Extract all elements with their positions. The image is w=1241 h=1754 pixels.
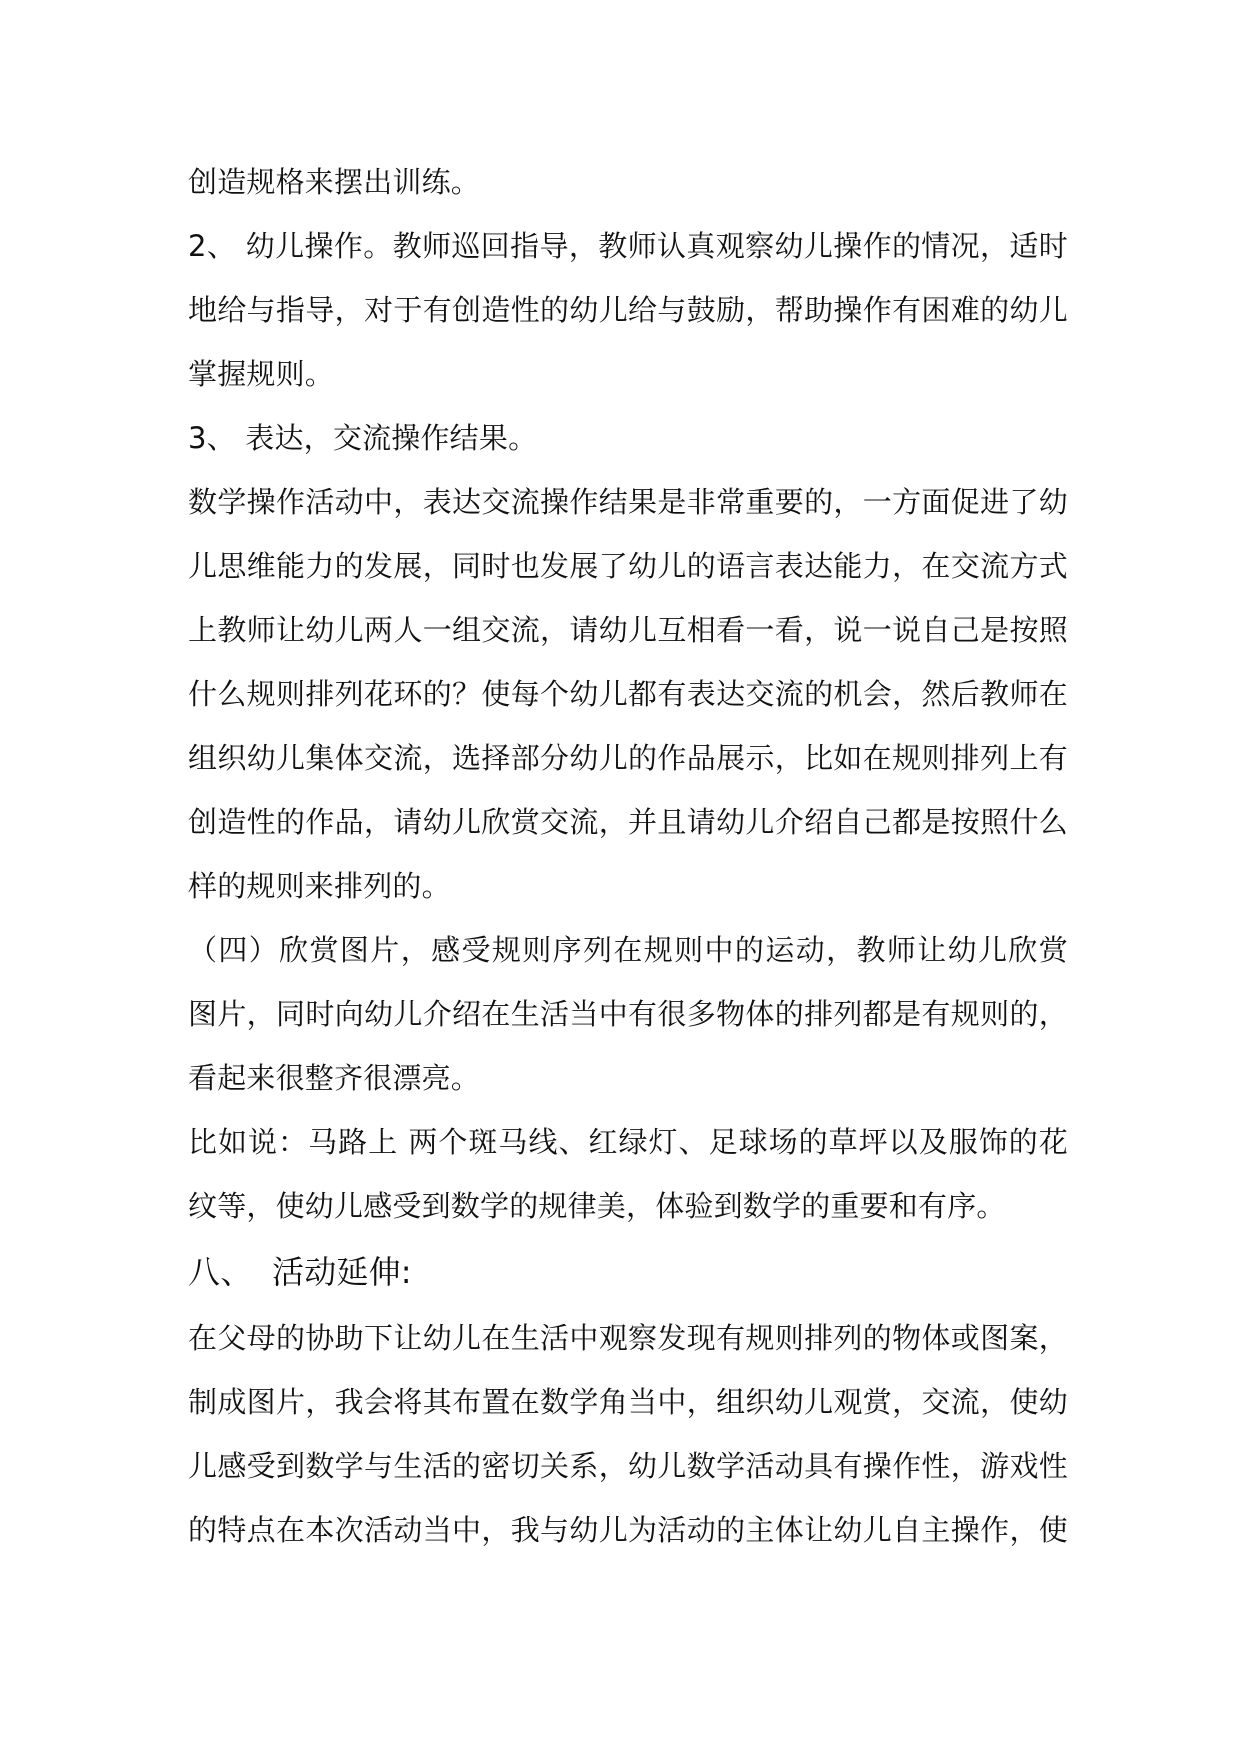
text-line: 组织幼儿集体交流，选择部分幼儿的作品展示，比如在规则排列上有 — [188, 741, 1068, 775]
text-line: 什么规则排列花环的？使每个幼儿都有表达交流的机会，然后教师在 — [188, 677, 1068, 711]
text-line: 比如说：马路上 两个斑马线、红绿灯、足球场的草坪以及服饰的花 — [188, 1125, 1068, 1159]
section-number: 八、 — [188, 1253, 253, 1291]
text-line: 2、 幼儿操作。教师巡回指导，教师认真观察幼儿操作的情况，适时 — [188, 229, 1068, 263]
text-line: 数学操作活动中，表达交流操作结果是非常重要的，一方面促进了幼 — [188, 485, 1068, 519]
text-line: 纹等，使幼儿感受到数学的规律美，体验到数学的重要和有序。 — [188, 1189, 1006, 1223]
text-line: 制成图片，我会将其布置在数学角当中，组织幼儿观赏，交流，使幼 — [188, 1385, 1068, 1419]
text-line: 掌握规则。 — [188, 357, 335, 391]
text-line: 在父母的协助下让幼儿在生活中观察发现有规则排列的物体或图案， — [188, 1321, 1068, 1355]
text-line: 图片，同时向幼儿介绍在生活当中有很多物体的排列都是有规则的， — [188, 997, 1068, 1031]
text-line: 儿感受到数学与生活的密切关系，幼儿数学活动具有操作性，游戏性 — [188, 1449, 1068, 1483]
text-line: 的特点在本次活动当中，我与幼儿为活动的主体让幼儿自主操作，使 — [188, 1513, 1068, 1547]
text-line: （四）欣赏图片，感受规则序列在规则中的运动，教师让幼儿欣赏 — [188, 933, 1068, 967]
text-line: 看起来很整齐很漂亮。 — [188, 1061, 481, 1095]
text-line: 创造规格来摆出训练。 — [188, 165, 481, 199]
text-line: 创造性的作品，请幼儿欣赏交流，并且请幼儿介绍自己都是按照什么 — [188, 805, 1068, 839]
text-line: 儿思维能力的发展，同时也发展了幼儿的语言表达能力，在交流方式 — [188, 549, 1068, 583]
section-title: 活动延伸: — [272, 1253, 412, 1291]
text-line: 地给与指导，对于有创造性的幼儿给与鼓励，帮助操作有困难的幼儿 — [188, 293, 1068, 327]
text-line: 3、 表达，交流操作结果。 — [188, 421, 538, 455]
document-body — [188, 150, 1068, 1562]
text-line: 上教师让幼儿两人一组交流，请幼儿互相看一看，说一说自己是按照 — [188, 613, 1068, 647]
section-heading — [188, 1238, 1068, 1306]
text-line: 样的规则来排列的。 — [188, 869, 451, 903]
